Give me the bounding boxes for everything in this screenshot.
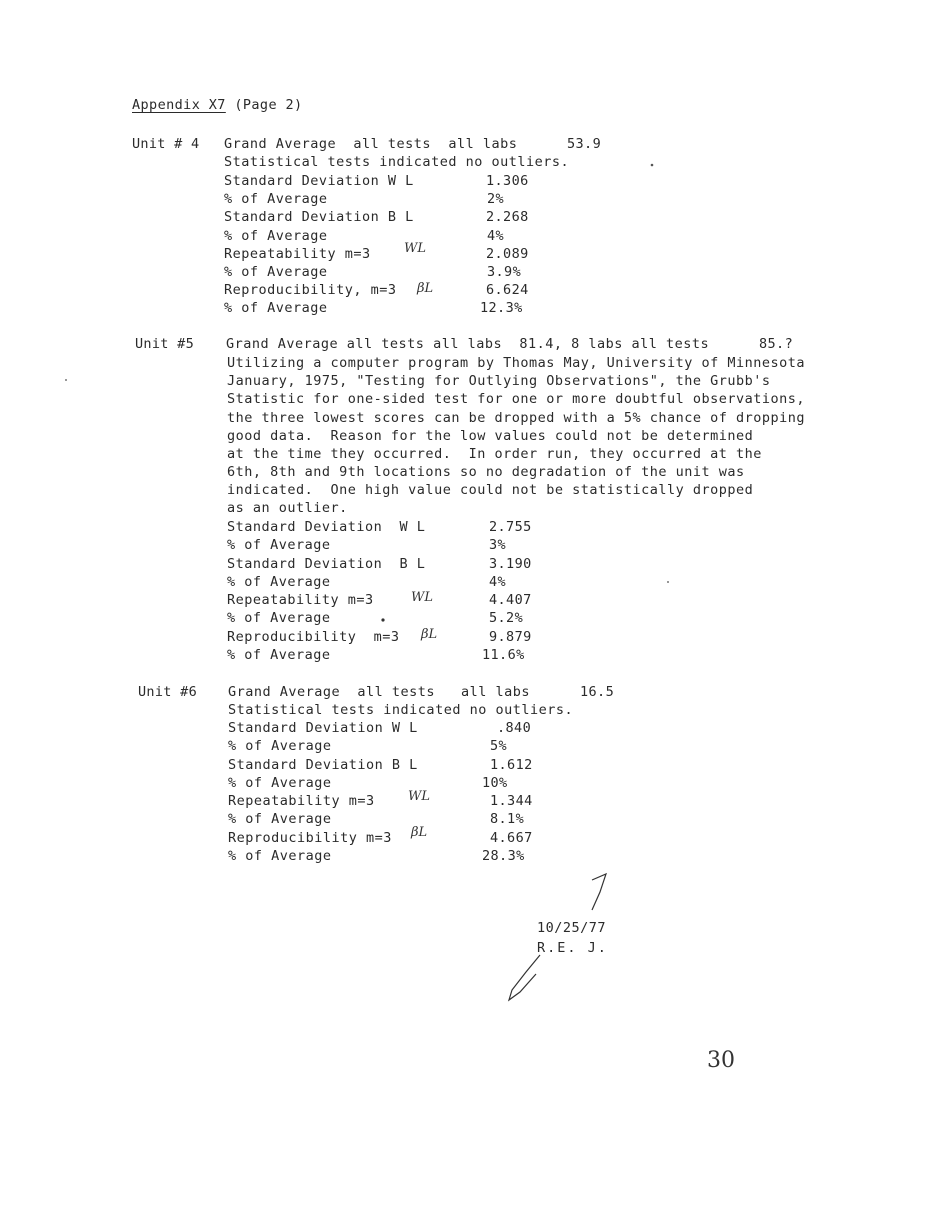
stat-value: 3.9% xyxy=(487,264,522,280)
stat-label: Repeatability m=3 xyxy=(227,592,374,608)
stat-label: Standard Deviation B L xyxy=(228,757,418,773)
unit-5-grand-average: Grand Average all tests all labs 81.4, 8 labs all tests xyxy=(226,336,710,352)
paragraph-line: indicated. One high value could not be statistically dropped xyxy=(227,482,754,498)
unit-4-intro-line: Statistical tests indicated no outliers. xyxy=(224,154,570,170)
stat-label: % of Average xyxy=(228,738,332,754)
stat-label: % of Average xyxy=(227,537,331,553)
stat-label: Reproducibility, m=3 xyxy=(224,282,397,298)
signature-stroke xyxy=(509,955,540,1000)
stat-label: Standard Deviation B L xyxy=(224,209,414,225)
paragraph-line: as an outlier. xyxy=(227,500,348,516)
stat-value: 5% xyxy=(490,738,508,754)
stat-value: 2.089 xyxy=(486,246,529,262)
stat-value: 9.879 xyxy=(489,629,532,645)
stat-value: 4.407 xyxy=(489,592,532,608)
stat-value: 3% xyxy=(489,537,507,553)
stat-value: 1.306 xyxy=(486,173,529,189)
stat-value: 3.190 xyxy=(489,556,532,572)
speck-mark xyxy=(381,618,384,621)
speck-mark xyxy=(651,164,654,167)
paragraph-line: Utilizing a computer program by Thomas May, University of Minnesota xyxy=(227,355,806,371)
stat-label: % of Average xyxy=(224,228,328,244)
stat-label: % of Average xyxy=(228,775,332,791)
stat-value: 1.344 xyxy=(490,793,533,809)
paragraph-line: January, 1975, "Testing for Outlying Observations", the Grubb's xyxy=(227,373,771,389)
unit-6-grand-average-value: 16.5 xyxy=(580,684,615,700)
stat-label: Standard Deviation W L xyxy=(228,720,418,736)
stat-value: 8.1% xyxy=(490,811,525,827)
unit-6-grand-average: Grand Average all tests all labs xyxy=(228,684,530,700)
stat-label: % of Average xyxy=(224,191,328,207)
handwritten-annotation: βL xyxy=(421,627,438,642)
unit-6-intro-line: Statistical tests indicated no outliers. xyxy=(228,702,574,718)
handwritten-annotation: WL xyxy=(408,789,430,804)
handwritten-annotation: WL xyxy=(411,590,433,605)
unit-4-grand-average-value: 53.9 xyxy=(567,136,602,152)
unit-6-label: Unit #6 xyxy=(138,684,197,700)
stat-label: Repeatability m=3 xyxy=(224,246,371,262)
paragraph-line: at the time they occurred. In order run, they occurred at the xyxy=(227,446,762,462)
stat-value: 2.268 xyxy=(486,209,529,225)
stat-value: 2% xyxy=(487,191,505,207)
stat-label: Reproducibility m=3 xyxy=(228,830,392,846)
stat-value: 6.624 xyxy=(486,282,529,298)
stat-value: 10% xyxy=(482,775,508,791)
paragraph-line: Statistic for one-sided test for one or more doubtful observations, xyxy=(227,391,806,407)
unit-5-grand-average-value: 85.? xyxy=(759,336,794,352)
unit-4-grand-average: Grand Average all tests all labs xyxy=(224,136,518,152)
paragraph-line: 6th, 8th and 9th locations so no degradation of the unit was xyxy=(227,464,745,480)
signature-check-mark xyxy=(592,874,606,910)
unit-5-label: Unit #5 xyxy=(135,336,194,352)
stat-value: 4% xyxy=(487,228,505,244)
stat-label: % of Average xyxy=(224,300,328,316)
appendix-title: Appendix X7 xyxy=(132,97,226,113)
stat-label: Reproducibility m=3 xyxy=(227,629,400,645)
stat-value: 1.612 xyxy=(490,757,533,773)
stat-value: 12.3% xyxy=(480,300,523,316)
stat-value: .840 xyxy=(497,720,532,736)
speck-mark xyxy=(667,581,669,583)
stat-value: 5.2% xyxy=(489,610,524,626)
stat-value: 28.3% xyxy=(482,848,525,864)
page-number: 30 xyxy=(707,1048,735,1073)
stat-label: Standard Deviation W L xyxy=(227,519,426,535)
stat-label: % of Average xyxy=(228,848,332,864)
handwritten-annotation: βL xyxy=(417,281,434,296)
paragraph-line: good data. Reason for the low values could not be determined xyxy=(227,428,754,444)
stat-label: Repeatability m=3 xyxy=(228,793,375,809)
stat-value: 2.755 xyxy=(489,519,532,535)
stat-value: 11.6% xyxy=(482,647,525,663)
stat-label: Standard Deviation B L xyxy=(227,556,426,572)
stat-label: % of Average xyxy=(224,264,328,280)
stat-value: 4.667 xyxy=(490,830,533,846)
handwritten-annotation: βL xyxy=(411,825,428,840)
stat-label: % of Average xyxy=(228,811,332,827)
signature-date: 10/25/77 xyxy=(537,920,607,936)
handwritten-annotation: WL xyxy=(404,241,426,256)
stat-label: % of Average xyxy=(227,574,331,590)
unit-4-label: Unit # 4 xyxy=(132,136,200,152)
stat-label: % of Average xyxy=(227,647,331,663)
speck-mark xyxy=(65,379,67,381)
signature-initials: R.E. J. xyxy=(537,940,608,956)
stat-label: Standard Deviation W L xyxy=(224,173,414,189)
stat-label: % of Average xyxy=(227,610,331,626)
stat-value: 4% xyxy=(489,574,507,590)
appendix-page: (Page 2) xyxy=(234,97,303,113)
paragraph-line: the three lowest scores can be dropped with a 5% chance of dropping xyxy=(227,410,806,426)
